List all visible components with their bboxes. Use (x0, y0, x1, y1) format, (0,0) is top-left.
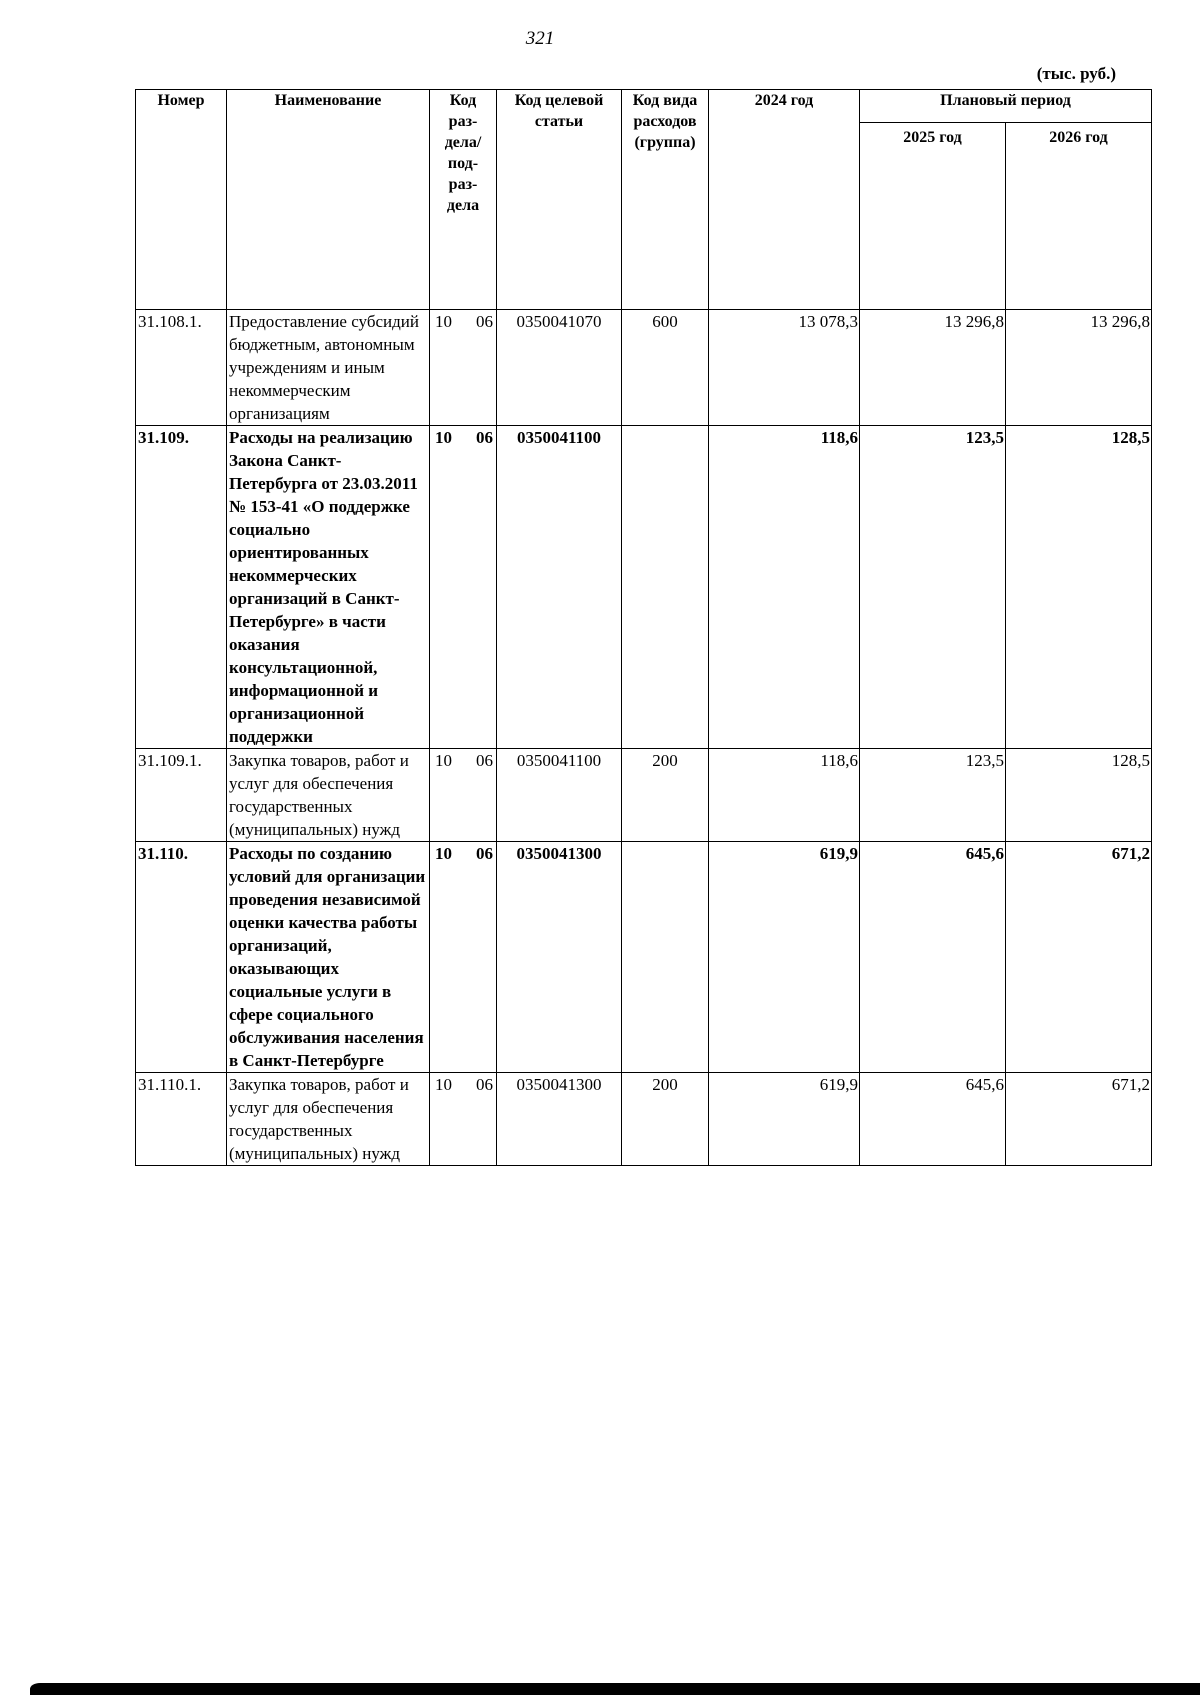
header-section-code-text: Код раз-дела/ под-раз-дела (444, 92, 482, 214)
row-value-2025: 13 296,8 (860, 310, 1006, 426)
header-planning-period: Плановый период (860, 90, 1152, 123)
row-name: Закупка товаров, работ и услуг для обеспечения государственных (муниципальных) нужд (227, 1073, 430, 1166)
row-target-code: 0350041300 (497, 1073, 622, 1166)
row-number: 31.110.1. (136, 1073, 227, 1166)
table-row (136, 749, 1152, 842)
header-section-code (430, 90, 497, 310)
row-podrazdel: 06 (476, 844, 493, 863)
row-expense-type: 200 (622, 1073, 709, 1166)
row-value-2026: 671,2 (1006, 842, 1152, 1073)
header-expense-type: Код вида расходов (группа) (622, 90, 709, 310)
row-name: Предоставление субсидий бюджетным, автономным учреждениям и иным некоммерческим организациям (227, 310, 430, 426)
row-number: 31.108.1. (136, 310, 227, 426)
row-name: Расходы на реализацию Закона Санкт-Петербурга от 23.03.2011 № 153-41 «О поддержке социально ориентированных некоммерческих организаций в Санкт-Петербурге» в части оказания консультационной, информационной и организационной поддержки (227, 426, 430, 749)
row-razdel: 10 (435, 751, 452, 770)
row-value-2026: 128,5 (1006, 426, 1152, 749)
row-value-2024: 619,9 (709, 842, 860, 1073)
row-target-code: 0350041070 (497, 310, 622, 426)
scan-edge-bar (30, 1683, 1200, 1695)
header-target-code-text: Код целевой статьи (514, 92, 604, 130)
row-name: Расходы по созданию условий для организации проведения независимой оценки качества работы организаций, оказывающих социальные услуги в сфере социального обслуживания населения в Санкт-Петербурге (227, 842, 430, 1073)
table-body (136, 310, 1152, 1166)
table-row (136, 1073, 1152, 1166)
row-expense-type (622, 426, 709, 749)
row-target-code: 0350041300 (497, 842, 622, 1073)
header-target-code (497, 90, 622, 310)
row-value-2025: 123,5 (860, 749, 1006, 842)
row-value-2026: 128,5 (1006, 749, 1152, 842)
header-number: Номер (136, 90, 227, 310)
table-row (136, 310, 1152, 426)
table-row (136, 426, 1152, 749)
row-value-2024: 13 078,3 (709, 310, 860, 426)
row-podrazdel: 06 (476, 1075, 493, 1094)
row-razdel: 10 (435, 844, 452, 863)
row-razdel: 10 (435, 428, 452, 447)
row-value-2025: 645,6 (860, 842, 1006, 1073)
row-value-2024: 118,6 (709, 749, 860, 842)
row-value-2025: 645,6 (860, 1073, 1006, 1166)
row-podrazdel: 06 (476, 312, 493, 331)
row-expense-type: 600 (622, 310, 709, 426)
row-expense-type (622, 842, 709, 1073)
row-podrazdel: 06 (476, 751, 493, 770)
row-section-code (430, 426, 497, 749)
header-year-2024: 2024 год (709, 90, 860, 310)
row-razdel: 10 (435, 312, 452, 331)
row-section-code (430, 310, 497, 426)
row-number: 31.109. (136, 426, 227, 749)
table-row (136, 842, 1152, 1073)
units-label: (тыс. руб.) (1036, 64, 1116, 83)
header-year-2025: 2025 год (860, 123, 1006, 310)
row-value-2024: 619,9 (709, 1073, 860, 1166)
header-name: Наименование (227, 90, 430, 310)
row-value-2025: 123,5 (860, 426, 1006, 749)
row-expense-type: 200 (622, 749, 709, 842)
row-name: Закупка товаров, работ и услуг для обеспечения государственных (муниципальных) нужд (227, 749, 430, 842)
row-value-2024: 118,6 (709, 426, 860, 749)
row-razdel: 10 (435, 1075, 452, 1094)
row-value-2026: 13 296,8 (1006, 310, 1152, 426)
row-target-code: 0350041100 (497, 749, 622, 842)
budget-table (135, 89, 1152, 1166)
row-target-code: 0350041100 (497, 426, 622, 749)
row-section-code (430, 1073, 497, 1166)
row-podrazdel: 06 (476, 428, 493, 447)
row-section-code (430, 749, 497, 842)
row-number: 31.109.1. (136, 749, 227, 842)
row-value-2026: 671,2 (1006, 1073, 1152, 1166)
row-section-code (430, 842, 497, 1073)
table-header (136, 90, 1152, 310)
header-year-2026: 2026 год (1006, 123, 1152, 310)
page-number: 321 (525, 28, 555, 49)
row-number: 31.110. (136, 842, 227, 1073)
